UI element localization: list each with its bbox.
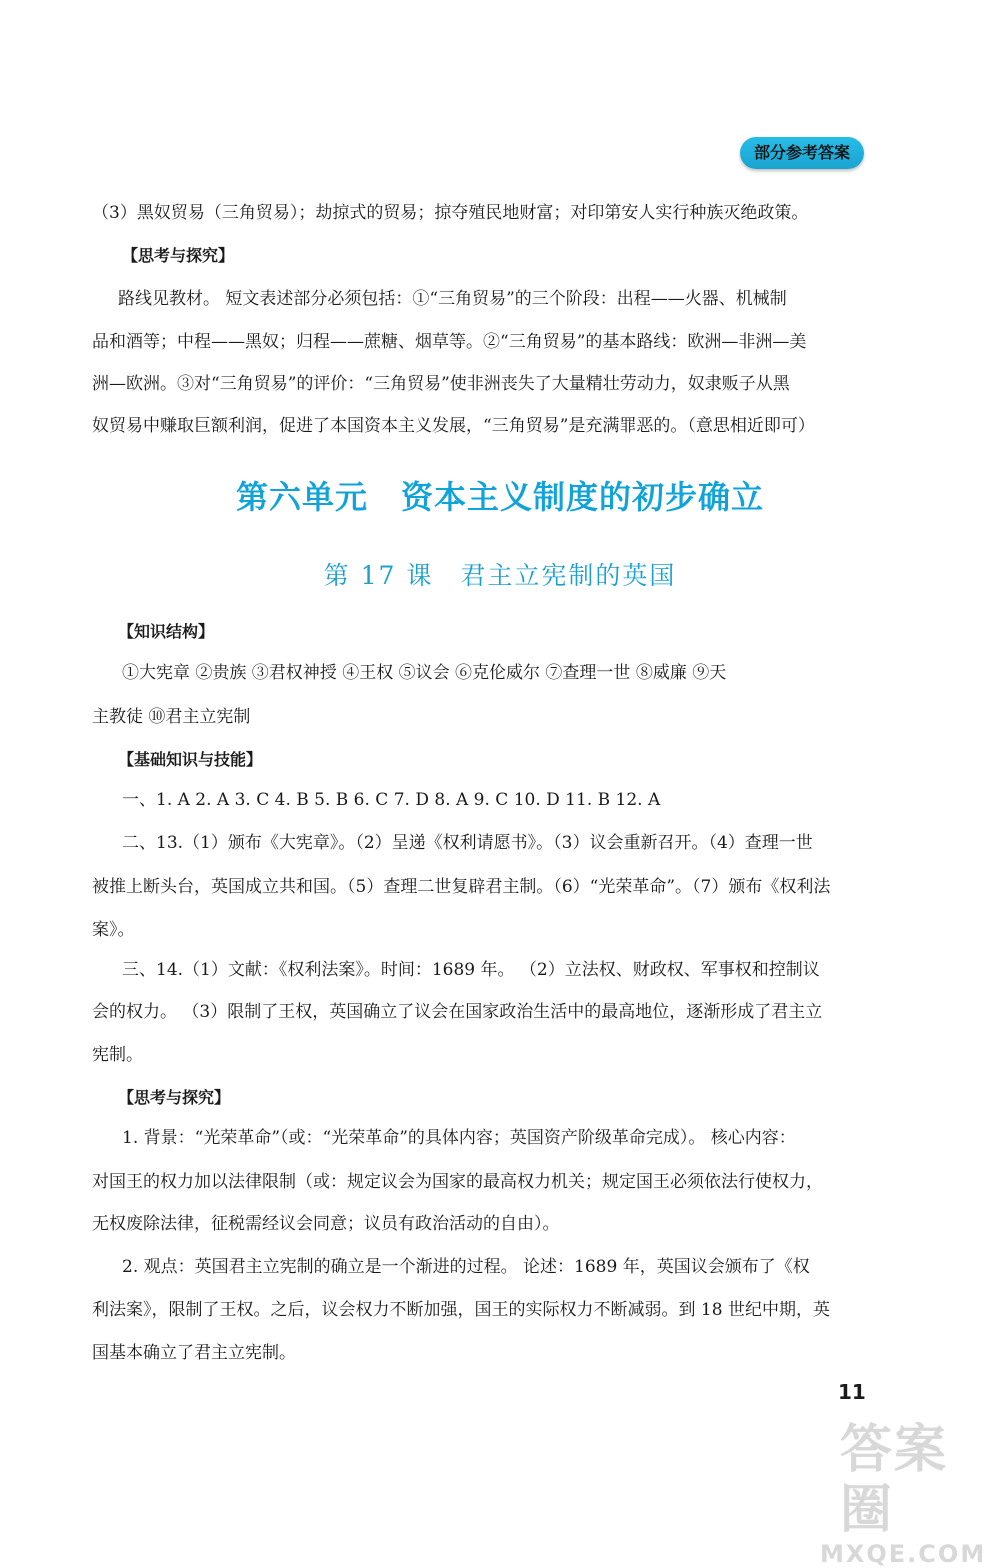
section-heading: 【思考与探究】	[122, 246, 235, 265]
paragraph-line: 品和酒等；中程——黑奴；归程——蔗糖、烟草等。②“三角贸易”的基本路线：欧洲—非洲—美	[92, 332, 807, 352]
section-badge: 部分参考答案	[740, 137, 864, 169]
answer-line: （3）黑奴贸易（三角贸易）；劫掠式的贸易；掠夺殖民地财富；对印第安人实行种族灭绝政策。	[92, 203, 809, 223]
paragraph-line: 奴贸易中赚取巨额利润，促进了本国资本主义发展，“三角贸易”是充满罪恶的。（意思相近即可）	[92, 416, 815, 436]
answer-line: 2. 观点：英国君主立宪制的确立是一个渐进的过程。 论述：1689 年，英国议会颁布了《权	[122, 1257, 810, 1277]
unit-title: 第六单元 资本主义制度的初步确立	[235, 478, 764, 516]
answer-line: 被推上断头台，英国成立共和国。（5）查理二世复辟君主制。（6）“光荣革命”。（7）颁布《权利法	[92, 877, 831, 897]
section-heading: 【知识结构】	[118, 622, 215, 641]
lesson-title: 第 17 课 君主立宪制的英国	[323, 561, 677, 590]
answer-line: 1. 背景：“光荣革命”（或：“光荣革命”的具体内容；英国资产阶级革命完成）。 核心内容：	[122, 1128, 796, 1148]
section-heading: 【基础知识与技能】	[118, 750, 263, 769]
knowledge-line: ①大宪章 ②贵族 ③君权神授 ④王权 ⑤议会 ⑥克伦威尔 ⑦查理一世 ⑧威廉 ⑨天	[122, 663, 727, 683]
answer-line: 二、13.（1）颁布《大宪章》。（2）呈递《权利请愿书》。（3）议会重新召开。（4）查理一世	[122, 833, 813, 853]
answer-line: 一、1. A 2. A 3. C 4. B 5. B 6. C 7. D 8. A 9. C 10. D 11. B 12. A	[122, 790, 661, 810]
watermark	[820, 1420, 1000, 1568]
knowledge-line: 主教徒 ⑩君主立宪制	[92, 707, 251, 727]
answer-line: 无权废除法律，征税需经议会同意；议员有政治活动的自由）。	[92, 1214, 560, 1234]
watermark-logo: 答案圈	[840, 1420, 949, 1540]
page-number: 11	[838, 1380, 866, 1404]
answer-line: 对国王的权力加以法律限制（或：规定议会为国家的最高权力机关；规定国王必须依法行使权力，	[92, 1172, 823, 1192]
answer-line: 案》。	[92, 920, 135, 940]
watermark-url: MXQE.COM	[820, 1540, 987, 1568]
answer-line: 三、14.（1）文献：《权利法案》。时间：1689 年。 （2）立法权、财政权、军事权和控制议	[122, 960, 820, 980]
answer-line: 利法案》，限制了王权。之后，议会权力不断加强，国王的实际权力不断减弱。到 18 世纪中期，英	[92, 1300, 830, 1320]
answer-line: 宪制。	[92, 1045, 143, 1065]
section-heading: 【思考与探究】	[118, 1088, 231, 1107]
paragraph-line: 洲—欧洲。③对“三角贸易”的评价：“三角贸易”使非洲丧失了大量精壮劳动力，奴隶贩子从黑	[92, 374, 790, 394]
paragraph-line: 路线见教材。 短文表述部分必须包括：①“三角贸易”的三个阶段：出程——火器、机械制	[118, 289, 787, 309]
answer-line: 会的权力。 （3）限制了王权，英国确立了议会在国家政治生活中的最高地位，逐渐形成了君主立	[92, 1002, 823, 1022]
answer-line: 国基本确立了君主立宪制。	[92, 1343, 296, 1363]
